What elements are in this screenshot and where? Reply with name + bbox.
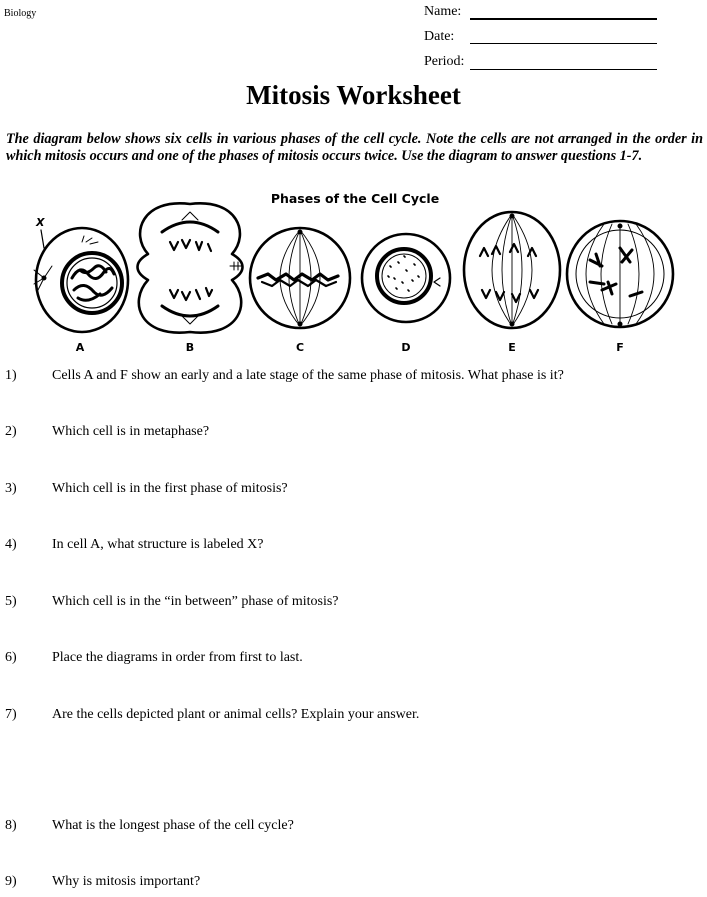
period-label: Period: — [424, 54, 465, 69]
question-text: What is the longest phase of the cell cycle? — [52, 818, 294, 833]
question-text: Are the cells depicted plant or animal cells? Explain your answer. — [52, 707, 420, 722]
cell-f-label: F — [616, 341, 624, 354]
cell-e-label: E — [508, 341, 516, 354]
x-pointer-line — [41, 230, 44, 248]
question-text: Why is mitosis important? — [52, 874, 201, 889]
x-pointer-label: X — [36, 216, 45, 229]
cell-b-label: B — [185, 341, 195, 354]
cell-c-label: C — [295, 341, 305, 354]
date-line[interactable] — [470, 43, 657, 44]
question-number: 8) — [5, 818, 17, 833]
question-text: Which cell is in the first phase of mitosis? — [52, 481, 288, 496]
question-text: Which cell is in metaphase? — [52, 424, 210, 439]
page-title: Mitosis Worksheet — [246, 80, 461, 110]
question-number: 3) — [5, 481, 17, 496]
cell-b — [138, 203, 243, 354]
cell-d — [362, 234, 450, 354]
period-line[interactable] — [470, 69, 657, 70]
question-number: 9) — [5, 874, 17, 889]
diagram-title: Phases of the Cell Cycle — [270, 191, 440, 206]
cell-a-label: A — [75, 341, 85, 354]
cell-f — [567, 221, 673, 354]
question-text: Cells A and F show an early and a late stage of the same phase of mitosis. What phase is it? — [52, 368, 564, 383]
cell-c — [250, 228, 350, 354]
cell-d-label: D — [401, 341, 411, 354]
question-number: 1) — [5, 368, 17, 383]
subject-label: Biology — [4, 8, 37, 19]
question-number: 7) — [5, 707, 17, 722]
cell-a — [34, 216, 128, 354]
question-text: Place the diagrams in order from first to last. — [52, 650, 303, 665]
question-number: 4) — [5, 537, 17, 552]
date-label: Date: — [424, 29, 455, 44]
question-number: 2) — [5, 424, 17, 439]
question-number: 5) — [5, 594, 17, 609]
question-number: 6) — [5, 650, 17, 665]
question-text: In cell A, what structure is labeled X? — [52, 537, 264, 552]
cell-e — [464, 212, 560, 354]
name-label: Name: — [424, 4, 462, 19]
instructions: The diagram below shows six cells in various phases of the cell cycle. Note the cells are not arranged in the order in which mitosis occurs and one of the phases of mitosis occurs twice. Use the diagram to answer questions 1-7. — [6, 131, 703, 164]
name-line[interactable] — [470, 18, 657, 20]
cell-cycle-diagram — [30, 186, 680, 356]
question-text: Which cell is in the “in between” phase of mitosis? — [52, 594, 339, 609]
